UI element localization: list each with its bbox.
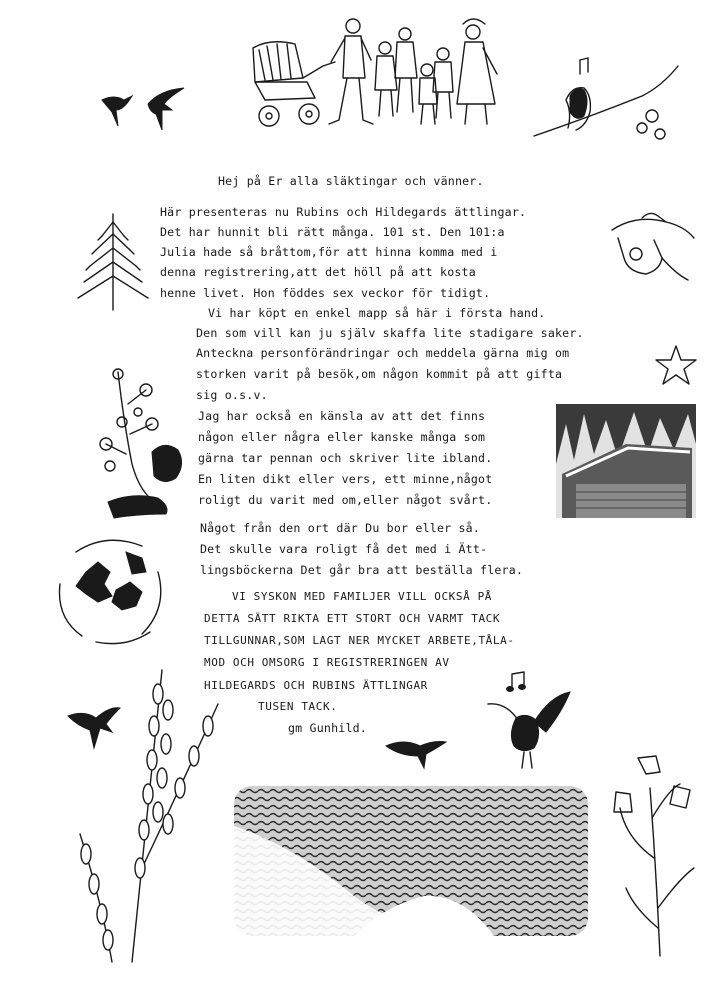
swallow-icon: [98, 86, 190, 136]
bird-icon: [486, 692, 572, 770]
text-line: Vi har köpt en enkel mapp så här i första hand.: [208, 306, 546, 320]
thanks-line: TUSEN TACK.: [258, 700, 338, 713]
cabin-photo: [556, 404, 696, 518]
text-line: lingsböckerna Det går bra att beställa flera.: [200, 563, 524, 577]
text-line: Det skulle vara roligt få det med i Ätt-: [200, 542, 488, 556]
leaf-wreath-icon: [46, 532, 172, 648]
text-line: gärna tar pennan och skriver lite ibland.: [198, 451, 493, 465]
swallow-icon: [384, 732, 448, 770]
closing-line: HILDEGARDS OCH RUBINS ÄTTLINGAR: [204, 679, 428, 692]
greeting: Hej på Er alla släktingar och vänner.: [218, 174, 484, 188]
text-line: Det har hunnit bli rätt många. 101 st. Den 101:a: [160, 225, 505, 239]
closing-line: DETTA SÄTT RIKTA ETT STORT OCH VARMT TACK: [204, 612, 501, 625]
text-line: En liten dikt eller vers, ett minne,något: [198, 472, 493, 486]
text-line: roligt du varit med om,eller något svårt.: [198, 493, 493, 507]
text-line: Anteckna personförändringar och meddela gärna mig om: [196, 346, 570, 360]
text-line: henne livet. Hon föddes sex veckor för tidigt.: [160, 286, 491, 300]
stork-icon: [606, 208, 698, 292]
fir-tree-icon: [72, 212, 154, 312]
text-line: någon eller några eller kanske många som: [198, 430, 486, 444]
text-line: Här presenteras nu Rubins och Hildegards ättlingar.: [160, 205, 527, 219]
text-line: sig o.s.v.: [196, 388, 268, 402]
willow-branch-icon: [72, 664, 224, 964]
closing-line: TILLGUNNAR,SOM LAGT NER MYCKET ARBETE,TÅLA-: [204, 634, 515, 647]
bellflower-icon: [610, 748, 698, 958]
text-line: Den som vill kan ju själv skaffa lite stadigare saker.: [196, 326, 584, 340]
text-line: denna registrering,att det höll på att kosta: [160, 265, 476, 279]
text-line: Något från den ort där Du bor eller så.: [200, 521, 481, 535]
singing-bird-icon: [532, 56, 682, 156]
closing-line: VI SYSKON MED FAMILJER VILL OCKSÅ PÅ: [232, 590, 493, 603]
star-icon: [654, 344, 698, 386]
blossom-bird-branch-icon: [88, 364, 198, 532]
text-line: Jag har också en känsla av att det finns: [198, 409, 486, 423]
music-note-icon: [506, 670, 528, 694]
closing-line: MOD OCH OMSORG I REGISTRERINGEN AV: [204, 656, 450, 669]
sea-photo: [234, 786, 588, 936]
text-line: storken varit på besök,om någon kommit på att gifta: [196, 367, 563, 381]
family-stroller-drawing: [245, 8, 525, 133]
text-line: Julia hade så bråttom,för att hinna komma med i: [160, 245, 498, 259]
signature: gm Gunhild.: [288, 721, 367, 735]
